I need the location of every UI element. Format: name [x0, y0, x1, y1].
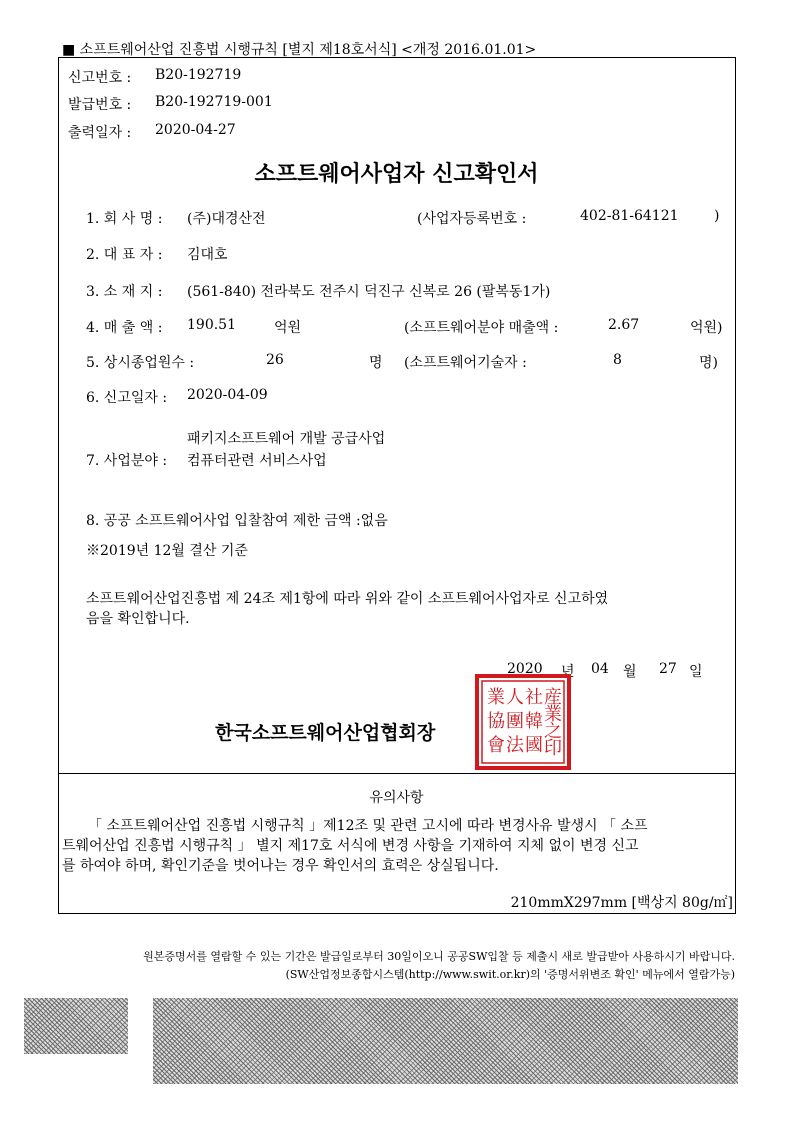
- sw-sales-unit: 억원): [690, 320, 723, 336]
- anti-forgery-pattern: [153, 998, 738, 1084]
- footer-line2: (SW산업정보종합시스템(http://www.swit.or.kr)의 '증명서위변조 확인' 메뉴에서 열람가능): [285, 968, 735, 981]
- report-no: B20-192719: [155, 67, 242, 83]
- form-header: ■ 소프트웨어산업 진흥법 시행규칙 [별지 제18호서식] <개정 2016.01.01>: [62, 42, 537, 58]
- sales-label: 4. 매 출 액 :: [86, 320, 163, 336]
- seal-char: 國: [525, 735, 543, 756]
- report-no-label: 신고번호 :: [68, 70, 132, 86]
- notice-title: 유의사항: [369, 790, 424, 806]
- biz-reg-label: (사업자등록번호 :: [417, 211, 527, 227]
- divider: [58, 773, 736, 774]
- original-mark-icon: [24, 998, 128, 1054]
- document-title: 소프트웨어사업자 신고확인서: [254, 162, 539, 187]
- seal-char: 之: [544, 721, 562, 742]
- bid-limit: 8. 공공 소프트웨어사업 입찰참여 제한 금액 :없음: [86, 513, 388, 529]
- paper-spec: 210mmX297mm [백상지 80g/㎡]: [510, 895, 733, 911]
- seal-char: 人: [506, 687, 524, 708]
- company-name: (주)대경산전: [187, 211, 266, 227]
- sw-sales-value: 2.67: [608, 317, 640, 333]
- company-label: 1. 회 사 명 :: [86, 211, 163, 227]
- seal-char: 印: [544, 738, 562, 759]
- notice-line3: 를 하여야 하며, 확인기준을 벗어나는 경우 확인서의 효력은 상실됩니다.: [62, 858, 499, 874]
- seal-char: 法: [506, 735, 524, 756]
- sw-sales-label: (소프트웨어분야 매출액 :: [404, 320, 559, 336]
- seal-char: 會: [487, 735, 505, 756]
- sw-tech-unit: 명): [699, 355, 718, 371]
- date-month: 04: [591, 661, 609, 677]
- statement-line1: 소프트웨어산업진흥법 제 24조 제1항에 따라 위와 같이 소프트웨어사업자로 신고하였: [86, 591, 609, 607]
- seal-char: 業: [487, 687, 505, 708]
- biz-field-line2: 컴퓨터관련 서비스사업: [187, 453, 327, 469]
- issue-no: B20-192719-001: [155, 94, 273, 110]
- date-day: 27: [659, 661, 677, 677]
- seal-char: 團: [506, 711, 524, 732]
- biz-field-line1: 패키지소프트웨어 개발 공급사업: [187, 431, 386, 447]
- footer-line1: 원본증명서를 열람할 수 있는 기간은 발급일로부터 30일이오니 공공SW입찰 등 제출시 새로 발급받아 사용하시기 바랍니다.: [143, 950, 735, 963]
- ceo-label: 2. 대 표 자 :: [86, 247, 163, 263]
- signatory: 한국소프트웨어산업협회장: [215, 722, 436, 744]
- employees-label: 5. 상시종업원수 :: [86, 355, 195, 371]
- statement-line2: 음을 확인합니다.: [86, 611, 190, 627]
- official-seal-icon: [474, 673, 572, 771]
- print-date: 2020-04-27: [155, 122, 236, 138]
- report-date: 2020-04-09: [187, 387, 268, 403]
- date-month-unit: 월: [623, 664, 637, 680]
- address-label: 3. 소 재 지 :: [86, 284, 163, 300]
- seal-char: 協: [487, 711, 505, 732]
- ceo-name: 김대호: [187, 247, 228, 263]
- sales-unit: 억원: [274, 320, 302, 336]
- biz-field-label: 7. 사업분야 :: [86, 453, 168, 469]
- seal-char: 業: [544, 704, 562, 725]
- settlement-note: ※2019년 12월 결산 기준: [86, 543, 248, 559]
- notice-line1: 「 소프트웨어산업 진흥법 시행규칙 」제12조 및 관련 고시에 따라 변경사유 발생시 「 소프: [88, 818, 648, 834]
- report-date-label: 6. 신고일자 :: [86, 390, 168, 406]
- date-year: 2020: [507, 661, 543, 677]
- sales-value: 190.51: [187, 317, 236, 333]
- notice-line2: 트웨어산업 진흥법 시행규칙 」 별지 제17호 서식에 변경 사항을 기재하여 지체 없이 변경 신고: [62, 838, 639, 854]
- biz-reg-close: ): [714, 208, 720, 224]
- seal-char: 社: [525, 687, 543, 708]
- seal-char: 産: [544, 687, 562, 708]
- date-year-unit: 년: [561, 664, 575, 680]
- biz-reg-no: 402-81-64121: [580, 208, 679, 224]
- sw-tech-label: (소프트웨어기술자 :: [404, 355, 527, 371]
- issue-no-label: 발급번호 :: [68, 97, 132, 113]
- date-day-unit: 일: [689, 664, 703, 680]
- employees-unit: 명: [369, 355, 383, 371]
- address: (561-840) 전라북도 전주시 덕진구 신복로 26 (팔복동1가): [187, 284, 551, 300]
- print-date-label: 출력일자 :: [68, 125, 132, 141]
- sw-tech-value: 8: [613, 352, 622, 368]
- employees-value: 26: [266, 352, 284, 368]
- seal-char: 韓: [525, 711, 543, 732]
